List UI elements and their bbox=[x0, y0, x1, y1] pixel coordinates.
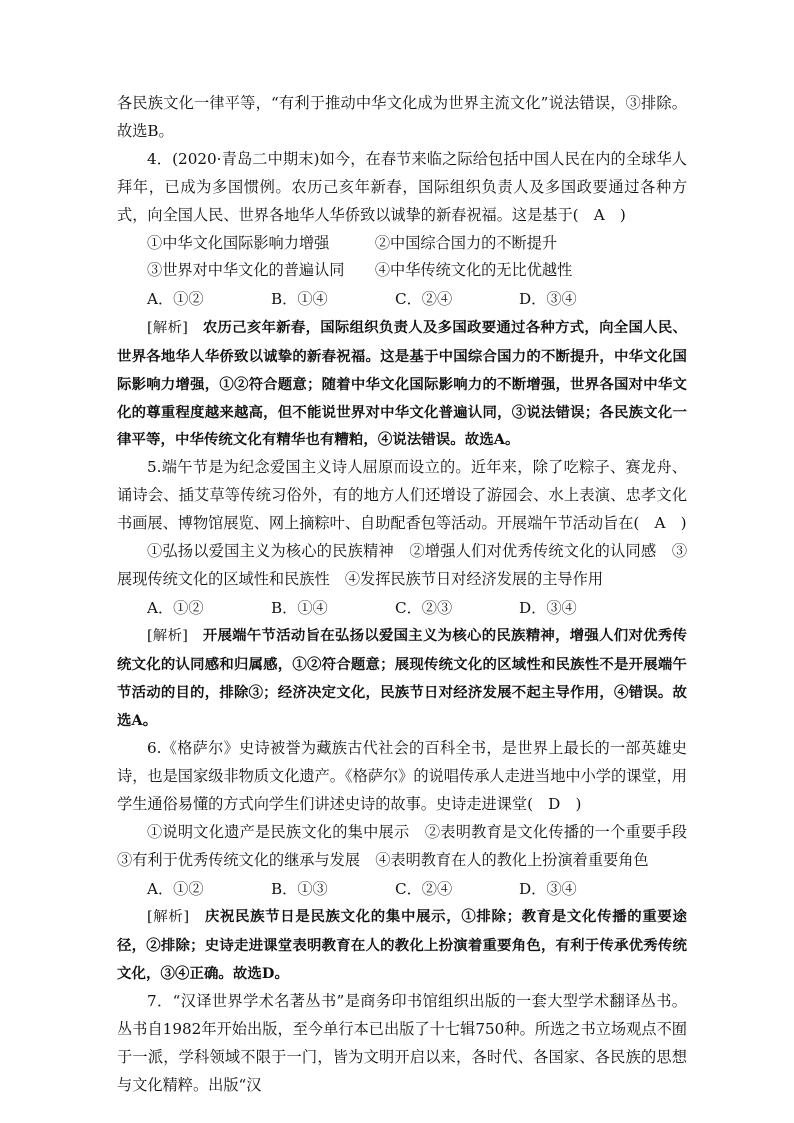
choice-d: D．③④ bbox=[519, 879, 577, 898]
choice-a: A．①② bbox=[147, 290, 204, 309]
question-6-explanation bbox=[117, 903, 687, 988]
question-6-stem: 6.《格萨尔》史诗被誉为藏族古代社会的百科全书，是世界上最长的一部英雄史诗，也是国家级非物质文化遗产。《格萨尔》的说唱传承人走进当地中小学的课堂，用学生通俗易懂的方式向学生们讲述史诗的故事。史诗走进课堂( D ) bbox=[117, 739, 687, 813]
explanation-tag: [解析] bbox=[147, 909, 190, 926]
choice-c: C．②④ bbox=[395, 879, 453, 898]
choice-a: A．①② bbox=[147, 598, 204, 617]
question-5-stem: 5.端午节是为纪念爱国主义诗人屈原而设立的。近年来，除了吃粽子、赛龙舟、诵诗会、插艾草等传统习俗外，有的地方人们还增设了游园会、水上表演、忠孝文化书画展、博物馆展览、网上摘粽叶、自助配香包等活动。开展端午节活动旨在( A ) bbox=[117, 458, 687, 533]
question-4-options-line2: ③世界对中华文化的普遍认同 ④中华传统文化的无比优越性 bbox=[147, 261, 573, 280]
explanation-text: 开展端午节活动旨在弘扬以爱国主义为核心的民族精神，增强人们对优秀传统文化的认同感和归属感，①②符合题意；展现传统文化的区域性和民族性不是开展端午节活动的目的，排除③；经济决定文化，民族节日对经济发展不起主导作用，④错误。故选A。 bbox=[117, 627, 687, 730]
explanation-text: 农历己亥年新春，国际组织负责人及多国政要通过各种方式，向全国人民、世界各地华人华侨致以诚挚的新春祝福。这是基于中国综合国力的不断提升，中华文化国际影响力增强，①②符合题意；随着中华文化国际影响力的不断增强，世界各国对中华文化的尊重程度越来越高，但不能说世界对中华文化普遍认同，③说法错误；各民族文化一律平等，中华传统文化有精华也有糟粕，④说法错误。故选A。 bbox=[117, 318, 687, 449]
choice-d: D．③④ bbox=[519, 290, 577, 309]
question-5-choices bbox=[117, 594, 687, 623]
choice-b: B．①④ bbox=[271, 598, 328, 617]
question-6-options: ①说明文化遗产是民族文化的集中展示 ②表明教育是文化传播的一个重要手段 ③有利于优秀传统文化的继承与发展 ④表明教育在人的教化上扮演着重要角色 bbox=[117, 822, 703, 869]
question-4-explanation bbox=[117, 314, 687, 455]
question-6-choices bbox=[117, 875, 687, 904]
question-5-explanation bbox=[117, 622, 687, 735]
explanation-text: 庆祝民族节日是民族文化的集中展示，①排除；教育是文化传播的重要途径，②排除；史诗走进课堂表明教育在人的教化上扮演着重要角色，有利于传承优秀传统文化，③④正确。故选D。 bbox=[117, 908, 687, 982]
choice-a: A．①② bbox=[147, 879, 204, 898]
paragraph-continuation: 各民族文化一律平等，“有利于推动中华文化成为世界主流文化”说法错误，③排除。故选B。 bbox=[117, 94, 687, 140]
question-4-choices bbox=[117, 285, 687, 314]
choice-b: B．①③ bbox=[271, 879, 328, 898]
choice-b: B．①④ bbox=[271, 290, 328, 309]
question-5-options: ①弘扬以爱国主义为核心的民族精神 ②增强人们对优秀传统文化的认同感 ③展现传统文化的区域性和民族性 ④发挥民族节日对经济发展的主导作用 bbox=[117, 542, 687, 588]
explanation-tag: [解析] bbox=[147, 628, 188, 645]
question-4-stem: 4．(2020·青岛二中期末)如今，在春节来临之际给包括中国人民在内的全球华人拜年，已成为多国惯例。农历己亥年新春，国际组织负责人及多国政要通过各种方式，向全国人民、世界各地华人华侨致以诚挚的新春祝福。这是基于( A ) bbox=[117, 149, 687, 224]
question-7-stem: 7．“汉译世界学术名著丛书”是商务印书馆组织出版的一套大型学术翻译丛书。丛书自1982年开始出版，至今单行本已出版了十七辑750种。所选之书立场观点不囿于一派，学科领域不限于一门，皆为文明开启以来，各时代、各国家、各民族的思想与文化精粹。出版“汉 bbox=[117, 991, 687, 1094]
explanation-tag: [解析] bbox=[147, 319, 188, 336]
question-4-options-line1: ①中华文化国际影响力增强 ②中国综合国力的不断提升 bbox=[147, 233, 558, 252]
choice-c: C．②④ bbox=[395, 290, 453, 309]
choice-d: D．③④ bbox=[519, 598, 577, 617]
choice-c: C．②③ bbox=[395, 598, 453, 617]
